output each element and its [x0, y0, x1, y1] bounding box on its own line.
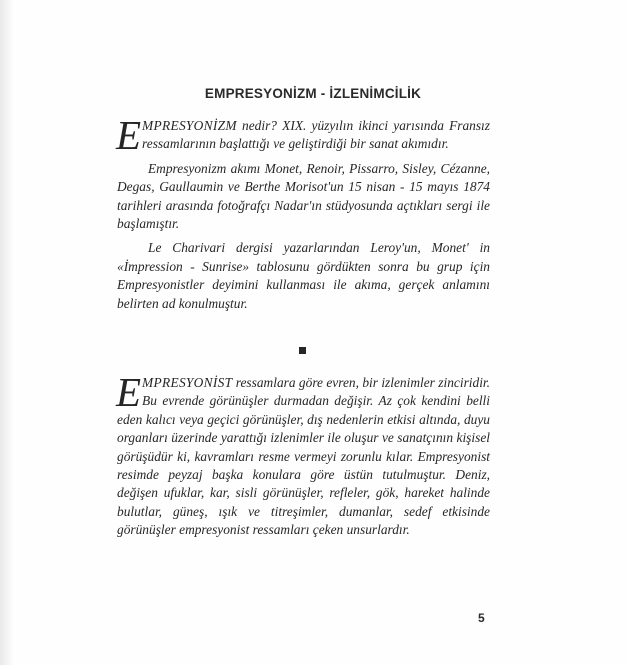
page-edge-shadow: [0, 0, 14, 665]
paragraph-text: nedir? XIX. yüzyılın ikinci yarısında Fransız ressamlarının başlattığı ve geliştirdiği bir sanat akımıdır.: [142, 118, 490, 152]
section-separator: [299, 347, 306, 354]
section-impressionist-view: [116, 369, 490, 540]
paragraph-naming: Le Charivari dergisi yazarlarından Leroy'un, Monet' in «İmpression - Sunrise» tablosunu gördükten sonra bu grup için Empresyonistler deyimini kullanması ile akıma, gerçek anlamını belirten ad konulmuştur.: [117, 240, 490, 311]
drop-cap: E: [116, 369, 142, 415]
page-number: 5: [478, 611, 485, 625]
paragraph-impressionist: [116, 369, 490, 540]
section-definition: [116, 112, 490, 313]
lead-caps: MPRESYONİZM: [142, 118, 237, 133]
lead-caps: MPRESYONİST: [142, 375, 233, 390]
paragraph-text: ressamlara göre evren, bir izlenimler zinciridir. Bu evrende görünüşler durmadan değişir. Az çok kendini belli eden kalıcı veya geçici görünüşler, dış nedenlerin etkisi altında, duyu organları üzerinde yarattığı izlenimler ile oluşur ve sanatçının kişisel görüşüdür ki, kavramları resme vermeyi zorunlu kılar. Empresyonist resimde peyzaj başka konulara göre üstün tutulmuştur. Deniz, değişen ufuklar, kar, sisli görünüşler, refleler, gök, hareket halinde bulutlar, güneş, ışık ve titreşimler, dumanlar, sedef etkisinde görünüşler empresyonist ressamları çeken unsurlardır.: [117, 375, 490, 538]
paragraph-intro: [116, 112, 490, 158]
drop-cap: E: [116, 112, 142, 158]
page-title: EMPRESYONİZM - İZLENİMCİLİK: [204, 86, 422, 101]
paragraph-history: Empresyonizm akımı Monet, Renoir, Pissarro, Sisley, Cézanne, Degas, Gaullaumin ve Berthe Morisot'un 15 nisan - 15 mayıs 1874 tarihleri arasında fotoğrafçı Nadar'ın stüdyosunda açtıkları sergi ile başlamıştır.: [117, 160, 490, 232]
